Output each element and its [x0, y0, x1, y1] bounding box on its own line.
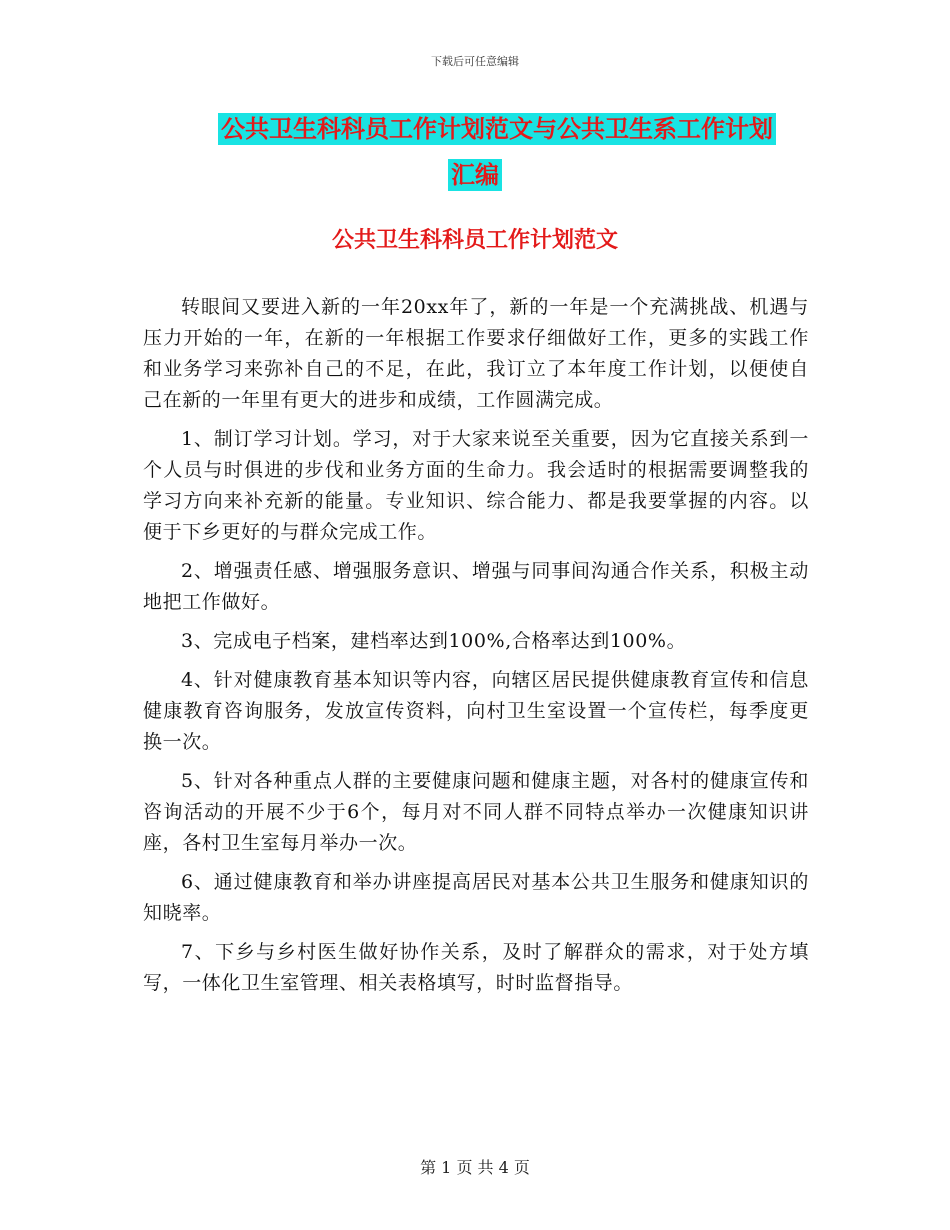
paragraph-item-6: 6、通过健康教育和举办讲座提高居民对基本公共卫生服务和健康知识的知晓率。 — [143, 871, 809, 924]
page-number-footer: 第 1 页 共 4 页 — [420, 1158, 530, 1177]
paragraph-item-4: 4、针对健康教育基本知识等内容，向辖区居民提供健康教育宣传和信息健康教育咨询服务，发放宣传资料，向村卫生室设置一个宣传栏，每季度更换一次。 — [143, 669, 809, 753]
paragraph-item-2: 2、增强责任感、增强服务意识、增强与同事间沟通合作关系，积极主动地把工作做好。 — [143, 560, 809, 613]
paragraph-item-5: 5、针对各种重点人群的主要健康问题和健康主题，对各村的健康宣传和咨询活动的开展不少于6个，每月对不同人群不同特点举办一次健康知识讲座，各村卫生室每月举办一次。 — [143, 770, 809, 854]
paragraph-intro: 转眼间又要进入新的一年20xx年了，新的一年是一个充满挑战、机遇与压力开始的一年，在新的一年根据工作要求仔细做好工作，更多的实践工作和业务学习来弥补自己的不足，在此，我订立了本年度工作计划，以便使自己在新的一年里有更大的进步和成绩，工作圆满完成。 — [143, 296, 809, 411]
paragraph-item-3: 3、完成电子档案，建档率达到100%,合格率达到100%。 — [181, 630, 687, 652]
title-highlight-1: 公共卫生科科员工作计划范文与公共卫生系工作计划 — [218, 113, 776, 145]
title-highlight-2: 汇编 — [448, 159, 502, 191]
document-body — [143, 292, 809, 1007]
document-title-line-1 — [22, 112, 950, 146]
paragraph-item-7: 7、下乡与乡村医生做好协作关系，及时了解群众的需求，对于处方填写，一体化卫生室管理、相关表格填写，时时监督指导。 — [143, 941, 809, 994]
paragraph-item-1: 1、制订学习计划。学习，对于大家来说至关重要，因为它直接关系到一个人员与时俱进的步伐和业务方面的生命力。我会适时的根据需要调整我的学习方向来补充新的能量。专业知识、综合能力、都是我要掌握的内容。以便于下乡更好的与群众完成工作。 — [143, 428, 809, 543]
document-title-line-2 — [0, 158, 950, 192]
header-note: 下载后可任意编辑 — [431, 55, 519, 68]
section-title: 公共卫生科科员工作计划范文 — [331, 228, 618, 253]
